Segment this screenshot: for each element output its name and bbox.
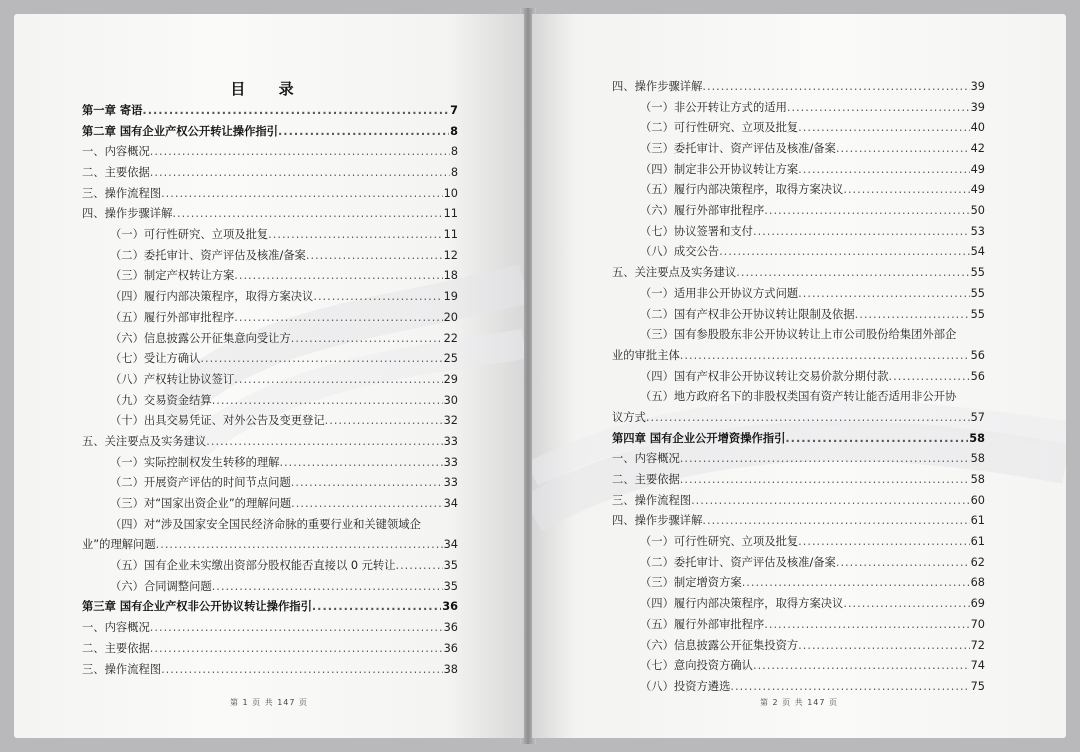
toc-leader-dots <box>161 184 443 205</box>
toc-page-number: 33 <box>443 434 458 448</box>
toc-leader-dots <box>798 284 969 305</box>
toc-page-number: 75 <box>970 679 985 693</box>
toc-entry-text: 业的审批主体 <box>612 348 680 362</box>
toc-leader-dots <box>161 660 443 681</box>
toc-entry-text: 第四章 国有企业公开增资操作指引 <box>612 431 786 445</box>
toc-entry[interactable] <box>612 263 985 284</box>
toc-page-number: 69 <box>970 597 985 611</box>
toc-page-number: 56 <box>970 369 985 383</box>
toc-entry[interactable] <box>82 163 458 184</box>
page-footer-left: 第 1 页 共 147 页 <box>229 698 309 707</box>
toc-leader-dots <box>279 453 442 474</box>
toc-leader-dots <box>798 160 969 181</box>
toc-leader-dots <box>798 532 969 553</box>
toc-leader-dots <box>753 656 970 677</box>
toc-entry[interactable] <box>82 535 458 556</box>
toc-entry[interactable] <box>612 222 985 243</box>
toc-page-number: 55 <box>970 266 985 280</box>
toc-entry-text: （七）意向投资方确认 <box>640 659 753 673</box>
toc-page-number: 7 <box>450 103 458 117</box>
toc-leader-dots <box>702 77 969 98</box>
toc-leader-dots <box>798 118 969 139</box>
toc-entry-text: 三、操作流程图 <box>612 493 692 507</box>
toc-entry-text: 二、主要依据 <box>82 641 150 655</box>
toc-entry-text: 第三章 国有企业产权非公开协议转让操作指引 <box>82 600 312 614</box>
toc-page-number: 39 <box>970 100 985 114</box>
toc-page-number: 10 <box>443 186 458 200</box>
toc-entry-text: （五）国有企业未实缴出资部分股权能否直接以 0 元转让 <box>110 559 396 573</box>
toc-leader-dots <box>156 535 443 556</box>
toc-leader-dots <box>291 329 443 350</box>
toc-entry[interactable] <box>612 367 985 388</box>
toc-entry[interactable] <box>612 98 985 119</box>
toc-leader-dots <box>150 142 450 163</box>
toc-page-number: 8 <box>450 166 458 180</box>
toc-entry[interactable] <box>82 287 458 308</box>
toc-entry[interactable] <box>612 139 985 160</box>
toc-page-number: 57 <box>970 410 985 424</box>
toc-leader-dots <box>150 618 443 639</box>
toc-leader-dots <box>680 470 970 491</box>
toc-leader-dots <box>646 408 970 429</box>
toc-entry-text: 三、操作流程图 <box>82 662 162 676</box>
toc-leader-dots <box>234 266 442 287</box>
toc-page-number: 19 <box>443 290 458 304</box>
toc-entry[interactable] <box>82 267 458 288</box>
toc-page-number: 72 <box>970 638 985 652</box>
toc-page-number: 36 <box>443 641 458 655</box>
toc-leader-dots <box>268 225 442 246</box>
toc-entry-text: 第二章 国有企业产权公开转让操作指引 <box>82 124 278 138</box>
toc-leader-dots <box>212 391 443 412</box>
toc-leader-dots <box>234 308 442 329</box>
toc-leader-dots <box>291 494 442 515</box>
page-footer-right: 第 2 页 共 147 页 <box>759 698 839 707</box>
toc-entry[interactable] <box>82 391 458 412</box>
toc-title: 目 录 <box>230 80 308 98</box>
toc-entry[interactable] <box>612 511 985 532</box>
toc-leader-dots <box>836 553 970 574</box>
toc-entry-text: 业”的理解问题 <box>82 538 156 552</box>
toc-entry-text: 议方式 <box>612 410 646 424</box>
toc-entry-text: （八）产权转让协议签订 <box>110 372 235 386</box>
toc-entry-text: （五）履行外部审批程序 <box>640 617 765 631</box>
toc-entry-text: 四、操作步骤详解 <box>82 207 173 221</box>
toc-leader-dots <box>843 594 969 615</box>
toc-page-number: 54 <box>970 245 985 259</box>
toc-page-number: 62 <box>970 555 985 569</box>
toc-leader-dots <box>172 204 442 225</box>
toc-entry[interactable] <box>612 408 985 429</box>
toc-leader-dots <box>150 639 443 660</box>
toc-leader-dots <box>798 636 969 657</box>
toc-page-number: 58 <box>970 473 985 487</box>
toc-leader-dots <box>742 573 970 594</box>
toc-entry-text: （二）委托审计、资产评估及核准/备案 <box>110 248 306 262</box>
toc-leader-dots <box>702 511 969 532</box>
toc-entry[interactable] <box>612 180 985 201</box>
toc-entry-text: 一、内容概况 <box>82 621 150 635</box>
toc-entry-text: （七）受让方确认 <box>110 352 201 366</box>
toc-entry-text: （五）履行内部决策程序，取得方案决议 <box>640 183 844 197</box>
toc-page-number: 35 <box>443 559 458 573</box>
left-page <box>14 14 524 738</box>
toc-entry-text: 一、内容概况 <box>82 145 150 159</box>
toc-leader-dots <box>736 263 969 284</box>
toc-leader-dots <box>306 246 443 267</box>
toc-entry-text: 三、操作流程图 <box>82 186 162 200</box>
toc-page-number: 33 <box>443 476 458 490</box>
toc-entry[interactable] <box>82 639 458 660</box>
toc-entry-text: 第一章 寄语 <box>82 103 143 117</box>
toc-page-number: 12 <box>443 248 458 262</box>
toc-page-number: 58 <box>970 452 985 466</box>
toc-entry[interactable] <box>612 636 985 657</box>
toc-page-number: 32 <box>443 414 458 428</box>
toc-page-number: 8 <box>450 145 458 159</box>
toc-entry-text: 四、操作步骤详解 <box>612 514 703 528</box>
toc-entry-text: （四）履行内部决策程序，取得方案决议 <box>640 597 844 611</box>
toc-entry-text: （一）可行性研究、立项及批复 <box>110 228 269 242</box>
toc-entry-text: （二）委托审计、资产评估及核准/备案 <box>640 555 836 569</box>
toc-page-number: 60 <box>970 493 985 507</box>
toc-entry-text: 一、内容概况 <box>612 452 680 466</box>
toc-leader-dots <box>150 163 450 184</box>
toc-entry[interactable] <box>612 491 985 512</box>
toc-page-number: 68 <box>970 576 985 590</box>
toc-entry-text: （三）制定产权转让方案 <box>110 269 235 283</box>
toc-entry-text: （二）开展资产评估的时间节点问题 <box>110 476 291 490</box>
toc-entry-text: 五、关注要点及实务建议 <box>612 266 737 280</box>
toc-entry-text: 二、主要依据 <box>612 473 680 487</box>
toc-page-number: 34 <box>443 538 458 552</box>
toc-leader-dots <box>396 556 443 577</box>
toc-entry[interactable] <box>612 470 985 491</box>
toc-leader-dots <box>325 411 443 432</box>
toc-entry-text: （一）非公开转让方式的适用 <box>640 100 787 114</box>
toc-page-number: 11 <box>443 207 458 221</box>
toc-entry-text: （二）可行性研究、立项及批复 <box>640 121 799 135</box>
toc-page-number: 29 <box>443 372 458 386</box>
toc-entry[interactable] <box>612 615 985 636</box>
toc-leader-dots <box>730 677 969 698</box>
toc-leader-dots <box>680 449 970 470</box>
toc-entry[interactable] <box>612 677 985 698</box>
toc-leader-dots <box>142 101 449 122</box>
toc-leader-dots <box>278 122 449 143</box>
toc-entry[interactable] <box>612 449 985 470</box>
toc-page-number: 34 <box>443 497 458 511</box>
toc-chapter-entry[interactable] <box>82 122 458 143</box>
toc-entry-text: （四）国有产权非公开协议转让交易价款分期付款 <box>640 369 889 383</box>
toc-entry[interactable] <box>612 305 985 326</box>
right-page <box>532 14 1066 738</box>
toc-entry[interactable] <box>82 494 458 515</box>
toc-chapter-entry[interactable] <box>82 598 458 619</box>
toc-entry-text: （三）国有参股股东非公开协议转让上市公司股份给集团外部企 <box>640 328 957 342</box>
toc-entry-text: （五）履行外部审批程序 <box>110 310 235 324</box>
toc-chapter-entry[interactable] <box>82 101 458 122</box>
toc-page-number: 49 <box>970 162 985 176</box>
toc-entry-text: （三）对“国家出资企业”的理解问题 <box>110 497 292 511</box>
toc-entry[interactable] <box>82 473 458 494</box>
toc-entry[interactable] <box>612 243 985 264</box>
toc-leader-dots <box>212 577 443 598</box>
toc-leader-dots <box>312 597 441 618</box>
toc-entry[interactable] <box>82 246 458 267</box>
toc-entry-text: （一）适用非公开协议方式问题 <box>640 286 799 300</box>
toc-leader-dots <box>889 367 970 388</box>
toc-entry-text: （七）协议签署和支付 <box>640 224 753 238</box>
toc-leader-dots <box>836 139 970 160</box>
toc-leader-dots <box>200 349 442 370</box>
toc-page-number: 53 <box>970 224 985 238</box>
toc-entry-text: （二）国有产权非公开协议转让限制及依据 <box>640 307 855 321</box>
toc-leader-dots <box>719 242 970 263</box>
toc-entry-text: 五、关注要点及实务建议 <box>82 434 207 448</box>
toc-leader-dots <box>680 346 970 367</box>
toc-entry-text: （四）履行内部决策程序，取得方案决议 <box>110 290 314 304</box>
toc-entry[interactable] <box>612 532 985 553</box>
toc-entry[interactable] <box>82 329 458 350</box>
toc-page-number: 22 <box>443 331 458 345</box>
toc-entry[interactable] <box>612 594 985 615</box>
toc-entry-text: （八）投资方遴选 <box>640 679 731 693</box>
toc-list-right <box>612 77 985 698</box>
toc-page-number: 36 <box>442 600 458 614</box>
toc-entry-text: （四）对“涉及国家安全国民经济命脉的重要行业和关键领域企 <box>110 517 421 531</box>
toc-entry-text: 二、主要依据 <box>82 166 150 180</box>
toc-page-number: 55 <box>970 307 985 321</box>
toc-leader-dots <box>785 429 968 450</box>
toc-page-number: 30 <box>443 393 458 407</box>
toc-entry[interactable] <box>82 411 458 432</box>
toc-entry[interactable] <box>612 118 985 139</box>
toc-leader-dots <box>843 180 969 201</box>
toc-entry[interactable] <box>612 553 985 574</box>
toc-entry[interactable] <box>82 618 458 639</box>
toc-entry-text: （一）可行性研究、立项及批复 <box>640 535 799 549</box>
toc-page-number: 61 <box>970 514 985 528</box>
toc-leader-dots <box>764 201 969 222</box>
toc-entry-text: （三）制定增资方案 <box>640 576 742 590</box>
toc-page-number: 11 <box>443 228 458 242</box>
toc-page-number: 70 <box>970 617 985 631</box>
toc-entry-text: （六）履行外部审批程序 <box>640 204 765 218</box>
toc-page-number: 61 <box>970 535 985 549</box>
toc-leader-dots <box>787 98 970 119</box>
toc-leader-dots <box>855 305 970 326</box>
toc-entry[interactable] <box>82 370 458 391</box>
toc-leader-dots <box>753 222 970 243</box>
toc-page-number: 18 <box>443 269 458 283</box>
toc-entry[interactable] <box>612 284 985 305</box>
toc-leader-dots <box>691 491 970 512</box>
toc-entry-text: （四）制定非公开协议转让方案 <box>640 162 799 176</box>
toc-page-number: 35 <box>443 579 458 593</box>
toc-entry[interactable] <box>82 432 458 453</box>
toc-entry[interactable] <box>612 574 985 595</box>
toc-entry[interactable] <box>82 453 458 474</box>
toc-leader-dots <box>234 370 442 391</box>
toc-page-number: 42 <box>970 142 985 156</box>
toc-page-number: 74 <box>970 659 985 673</box>
toc-entry[interactable] <box>612 656 985 677</box>
toc-page-number: 20 <box>443 310 458 324</box>
toc-leader-dots <box>313 287 442 308</box>
toc-entry-text: （六）信息披露公开征集投资方 <box>640 638 799 652</box>
toc-leader-dots <box>764 615 969 636</box>
toc-entry-text: （五）地方政府名下的非股权类国有资产转让能否适用非公开协 <box>640 390 957 404</box>
toc-entry[interactable] <box>612 77 985 98</box>
toc-entry[interactable] <box>82 308 458 329</box>
toc-page-number: 55 <box>970 286 985 300</box>
toc-page-number: 36 <box>443 621 458 635</box>
toc-entry-text: （六）合同调整问题 <box>110 579 212 593</box>
toc-entry-text: （十）出具交易凭证、对外公告及变更登记 <box>110 414 325 428</box>
toc-page-number: 50 <box>970 204 985 218</box>
toc-page-number: 56 <box>970 348 985 362</box>
toc-entry[interactable] <box>612 160 985 181</box>
toc-page-number: 38 <box>443 662 458 676</box>
toc-entry[interactable] <box>82 577 458 598</box>
toc-entry[interactable] <box>82 225 458 246</box>
toc-entry[interactable] <box>82 349 458 370</box>
toc-entry-text: （九）交易资金结算 <box>110 393 212 407</box>
toc-chapter-entry[interactable] <box>612 429 985 450</box>
toc-entry-text: （三）委托审计、资产评估及核准/备案 <box>640 142 836 156</box>
toc-page-number: 58 <box>969 431 985 445</box>
toc-entry-text: 四、操作步骤详解 <box>612 79 703 93</box>
toc-entry-text: （八）成交公告 <box>640 245 720 259</box>
toc-entry-text: （一）实际控制权发生转移的理解 <box>110 455 280 469</box>
toc-entry-text: （六）信息披露公开征集意向受让方 <box>110 331 291 345</box>
toc-page-number: 40 <box>970 121 985 135</box>
toc-entry[interactable] <box>82 142 458 163</box>
toc-page-number: 8 <box>450 124 458 138</box>
toc-entry[interactable] <box>612 201 985 222</box>
toc-entry[interactable] <box>82 204 458 225</box>
toc-leader-dots <box>206 432 442 453</box>
toc-page-number: 49 <box>970 183 985 197</box>
toc-entry[interactable] <box>82 660 458 681</box>
toc-page-number: 33 <box>443 455 458 469</box>
toc-entry[interactable] <box>82 184 458 205</box>
toc-list-left <box>82 101 458 680</box>
toc-page-number: 39 <box>970 79 985 93</box>
toc-entry[interactable] <box>612 346 985 367</box>
toc-entry[interactable] <box>82 556 458 577</box>
toc-page-number: 25 <box>443 352 458 366</box>
toc-leader-dots <box>291 473 443 494</box>
